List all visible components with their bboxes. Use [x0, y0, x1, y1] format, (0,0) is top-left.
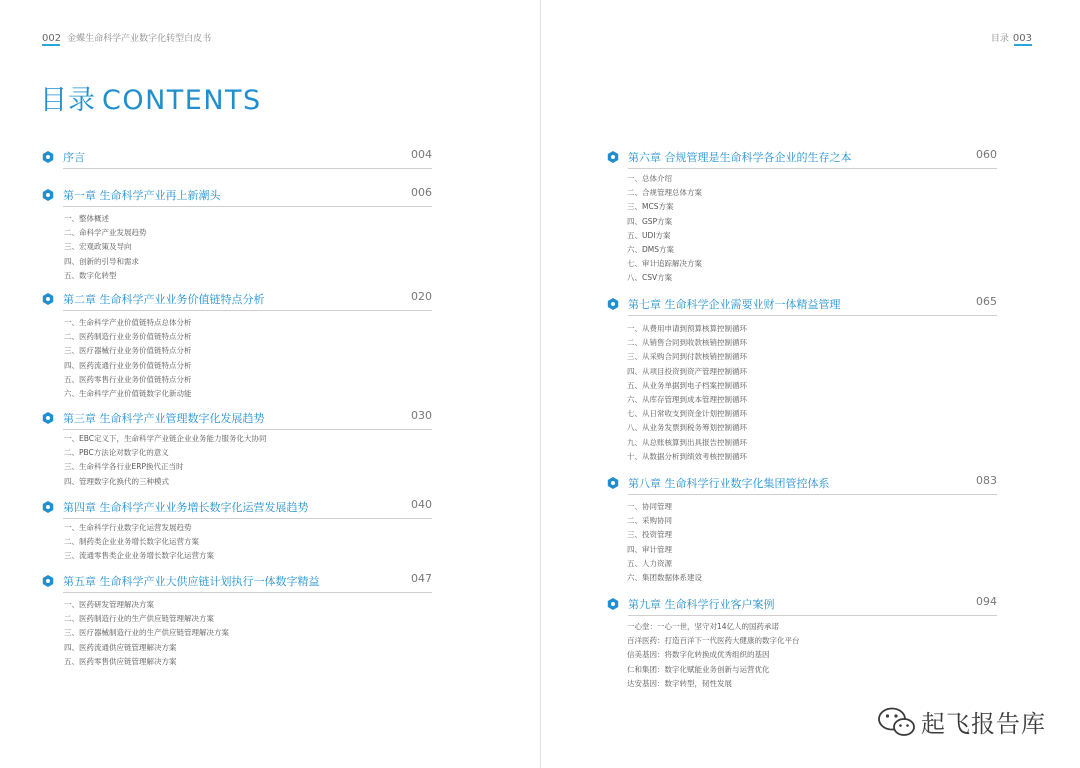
- toc-entry-chapter-4[interactable]: [42, 498, 432, 518]
- section-item[interactable]: 三、从采购合同到付款核销控制循环: [627, 352, 747, 362]
- hexagon-bullet-icon: [42, 575, 54, 587]
- section-item[interactable]: 四、审计管理: [627, 544, 672, 554]
- section-item[interactable]: 二、从销售合同到收款核销控制循环: [627, 338, 747, 348]
- section-item[interactable]: 三、医疗器械行业业务价值链特点分析: [64, 346, 192, 356]
- right-page: [541, 0, 1080, 768]
- chapter-title: 第四章 生命科学产业业务增长数字化运营发展趋势: [63, 501, 309, 514]
- section-item[interactable]: 二、PBC方法论对数字化的意义: [64, 448, 169, 458]
- chapter-rule: [628, 615, 997, 616]
- hexagon-bullet-icon: [607, 477, 619, 489]
- section-item[interactable]: 四、医药流通供应链管理解决方案: [64, 642, 177, 652]
- chapter-page-number: 065: [976, 295, 997, 308]
- section-item[interactable]: 一、医药研发管理解决方案: [64, 600, 154, 609]
- toc-entry-chapter-8[interactable]: [607, 474, 997, 494]
- chapter-title: 第三章 生命科学产业管理数字化发展趋势: [63, 412, 265, 425]
- chapter-page-number: 040: [411, 498, 432, 511]
- page-title: [40, 78, 262, 117]
- section-item[interactable]: 五、医药零售行业业务价值链特点分析: [64, 374, 192, 384]
- section-item[interactable]: 三、MCS方案: [627, 202, 674, 212]
- section-item[interactable]: 一、总体介绍: [627, 174, 672, 183]
- section-item[interactable]: 一、生命科学产业价值链特点总体分析: [64, 318, 192, 327]
- section-list-chapter-4: [64, 521, 214, 564]
- toc-entry-chapter-5[interactable]: [42, 572, 432, 592]
- section-item[interactable]: 二、医药制造行业的生产供应链管理解决方案: [64, 614, 214, 624]
- section-item[interactable]: 二、制药类企业业务增长数字化运营方案: [64, 537, 199, 547]
- right-page-number: 003: [1012, 33, 1032, 44]
- hexagon-bullet-icon: [607, 598, 619, 610]
- section-item[interactable]: 四、创新的引导和需求: [64, 256, 139, 266]
- chapter-title: 第二章 生命科学产业业务价值链特点分析: [63, 293, 265, 306]
- hexagon-bullet-icon: [42, 293, 54, 305]
- chapter-rule: [628, 315, 997, 316]
- section-item[interactable]: 八、从业务发票到税务筹划控制循环: [627, 423, 747, 433]
- toc-entry-chapter-6[interactable]: [607, 148, 997, 168]
- section-item[interactable]: 信美基因：将数字化转换成优秀组织的基因: [627, 650, 770, 660]
- section-item[interactable]: 四、管理数字化换代的三种模式: [64, 476, 169, 486]
- section-list-chapter-6: [627, 172, 702, 286]
- section-item[interactable]: 六、生命科学产业价值链数字化新动能: [64, 388, 192, 398]
- toc-entry-preface[interactable]: [42, 148, 432, 168]
- chapter-title: 序言: [63, 151, 85, 164]
- section-item[interactable]: 七、从日常收支到资金计划控制循环: [627, 409, 747, 419]
- section-item[interactable]: 六、DMS方案: [627, 244, 675, 254]
- section-item[interactable]: 六、集团数据体系建设: [627, 572, 702, 582]
- chapter-title: 第五章 生命科学产业大供应链计划执行一体数字精益: [63, 575, 320, 588]
- toc-entry-chapter-2[interactable]: [42, 290, 432, 310]
- chapter-title: 第一章 生命科学产业再上新潮头: [63, 189, 221, 202]
- page-title-zh: 目录: [40, 85, 96, 116]
- right-header-accent-bar: [1014, 44, 1032, 46]
- left-page-header: [42, 31, 211, 44]
- chapter-page-number: 030: [411, 409, 432, 422]
- hexagon-bullet-icon: [42, 412, 54, 424]
- wechat-icon: [877, 705, 917, 739]
- section-item[interactable]: 八、CSV方案: [627, 273, 673, 283]
- hexagon-bullet-icon: [607, 298, 619, 310]
- section-list-chapter-8: [627, 500, 702, 585]
- chapter-title: 第七章 生命科学企业需要业财一体精益管理: [628, 298, 841, 311]
- chapter-title: 第八章 生命科学行业数字化集团管控体系: [628, 477, 830, 490]
- section-item[interactable]: 三、生命科学各行业ERP换代正当时: [64, 462, 184, 472]
- hexagon-bullet-icon: [607, 151, 619, 163]
- section-item[interactable]: 五、从业务单据到电子档案控制循环: [627, 380, 747, 390]
- section-item[interactable]: 达安基因：数字转型，韧性发展: [627, 678, 732, 688]
- section-list-chapter-2: [64, 316, 192, 401]
- section-item[interactable]: 三、投资管理: [627, 530, 672, 540]
- watermark-text: 起飞报告库: [921, 710, 1046, 738]
- section-list-chapter-3: [64, 432, 267, 489]
- chapter-rule: [63, 429, 432, 430]
- section-list-chapter-7: [627, 322, 747, 464]
- section-item[interactable]: 十、从数据分析到绩效考核控制循环: [627, 451, 747, 461]
- chapter-rule: [63, 592, 432, 593]
- section-item[interactable]: 一心堂：一心一世，坚守对14亿人的国药承诺: [627, 622, 780, 631]
- section-item[interactable]: 三、宏观政策及导向: [64, 242, 132, 252]
- section-list-chapter-5: [64, 598, 229, 669]
- section-list-chapter-1: [64, 212, 147, 283]
- chapter-page-number: 083: [976, 474, 997, 487]
- page-title-en: CONTENTS: [102, 85, 262, 116]
- hexagon-bullet-icon: [42, 151, 54, 163]
- chapter-rule: [63, 206, 432, 207]
- watermark: [877, 704, 1046, 738]
- chapter-page-number: 020: [411, 290, 432, 303]
- section-item[interactable]: 二、采购协同: [627, 516, 672, 526]
- section-item[interactable]: 四、从项目投资到资产管理控制循环: [627, 366, 747, 376]
- section-item[interactable]: 七、审计追踪解决方案: [627, 259, 702, 269]
- section-item[interactable]: 五、数字化转型: [64, 270, 117, 280]
- section-item[interactable]: 四、医药流通行业业务价值链特点分析: [64, 360, 192, 370]
- section-item[interactable]: 五、医药零售供应链管理解决方案: [64, 656, 177, 666]
- section-item[interactable]: 六、从库存管理到成本管理控制循环: [627, 394, 747, 404]
- section-item[interactable]: 五、人力资源: [627, 558, 672, 568]
- right-header-label: 目录: [990, 34, 1009, 44]
- section-item[interactable]: 一、EBC定义下，生命科学产业链企业业务能力服务化大协同: [64, 434, 267, 443]
- section-item[interactable]: 仁和集团：数字化赋能业务创新与运营优化: [627, 664, 770, 674]
- section-item[interactable]: 三、流通零售类企业业务增长数字化运营方案: [64, 551, 214, 561]
- chapter-page-number: 047: [411, 572, 432, 585]
- toc-entry-chapter-9[interactable]: [607, 595, 997, 615]
- section-item[interactable]: 一、生命科学行业数字化运营发展趋势: [64, 523, 192, 532]
- chapter-page-number: 004: [411, 148, 432, 161]
- section-item[interactable]: 五、UDI方案: [627, 230, 671, 240]
- section-list-chapter-9: [627, 620, 800, 691]
- left-header-accent-bar: [42, 44, 60, 46]
- chapter-title: 第九章 生命科学行业客户案例: [628, 598, 775, 611]
- left-doc-title: 金蝶生命科学产业数字化转型白皮书: [67, 34, 212, 44]
- chapter-title: 第六章 合规管理是生命科学各企业的生存之本: [628, 151, 852, 164]
- chapter-rule: [63, 168, 432, 169]
- chapter-page-number: 094: [976, 595, 997, 608]
- chapter-rule: [628, 168, 997, 169]
- chapter-page-number: 006: [411, 186, 432, 199]
- toc-entry-chapter-1[interactable]: [42, 186, 432, 206]
- section-item[interactable]: 二、医药制造行业业务价值链特点分析: [64, 332, 192, 342]
- toc-entry-chapter-7[interactable]: [607, 295, 997, 315]
- chapter-rule: [628, 494, 997, 495]
- section-item[interactable]: 一、协同管理: [627, 502, 672, 511]
- toc-entry-chapter-3[interactable]: [42, 409, 432, 429]
- chapter-rule: [63, 518, 432, 519]
- section-item[interactable]: 三、医疗器械制造行业的生产供应链管理解决方案: [64, 628, 229, 638]
- section-item[interactable]: 一、整体概述: [64, 214, 109, 223]
- hexagon-bullet-icon: [42, 501, 54, 513]
- section-item[interactable]: 九、从总账核算到出具报告控制循环: [627, 437, 747, 447]
- left-page-number: 002: [42, 33, 62, 44]
- section-item[interactable]: 二、命科学产业发展趋势: [64, 228, 147, 238]
- chapter-rule: [63, 310, 432, 311]
- section-item[interactable]: 一、从费用申请到预算核算控制循环: [627, 324, 747, 333]
- hexagon-bullet-icon: [42, 189, 54, 201]
- section-item[interactable]: 四、GSP方案: [627, 216, 673, 226]
- right-page-header: [991, 31, 1032, 44]
- section-item[interactable]: 百洋医药：打造百洋下一代医药大健康的数字化平台: [627, 636, 800, 646]
- section-item[interactable]: 二、合规管理总体方案: [627, 188, 702, 198]
- chapter-page-number: 060: [976, 148, 997, 161]
